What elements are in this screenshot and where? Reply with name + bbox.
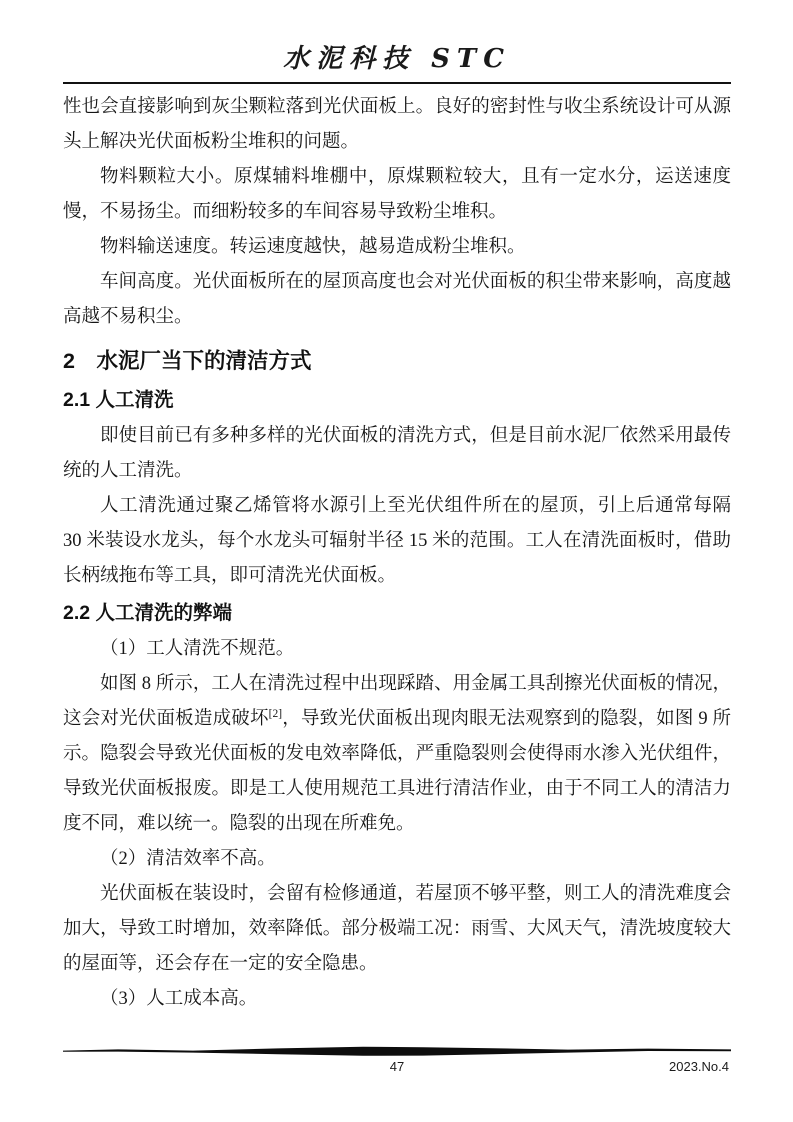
- citation-superscript-2: [2]: [268, 707, 283, 720]
- journal-title: 水泥科技 STC: [283, 44, 511, 74]
- paragraph-drawback1-title: （1）工人清洗不规范。: [100, 639, 295, 659]
- paragraph-drawback2-detail: 光伏面板在装设时，会留有检修通道，若屋顶不够平整，则工人的清洗难度会加大，导致工时增加，效率降低。部分极端工况：雨雪、大风天气，清洗坡度较大的屋面等，还会存在一定的安全隐患。: [63, 884, 731, 974]
- paragraph-particle-size: 物料颗粒大小。原煤辅料堆棚中，原煤颗粒较大，且有一定水分，运送速度慢，不易扬尘。而细粉较多的车间容易导致粉尘堆积。: [63, 167, 731, 222]
- paragraph-continuation: 性也会直接影响到灰尘颗粒落到光伏面板上。良好的密封性与收尘系统设计可从源头上解决光伏面板粉尘堆积的问题。: [63, 97, 731, 152]
- paragraph-workshop-height: 车间高度。光伏面板所在的屋顶高度也会对光伏面板的积尘带来影响，高度越高越不易积尘。: [63, 272, 731, 327]
- footer-brush-rule: [63, 1046, 731, 1057]
- section-heading-cleaning-methods: 2 水泥厂当下的清洁方式: [63, 349, 312, 373]
- subsection-heading-manual-drawbacks: 2.2 人工清洗的弊端: [63, 602, 233, 624]
- paragraph-transport-speed: 物料输送速度。转运速度越快，越易造成粉尘堆积。: [100, 237, 526, 257]
- footer-row: [63, 1057, 731, 1077]
- article-content: [63, 90, 731, 1017]
- paragraph-drawback3-title: （3）人工成本高。: [100, 989, 258, 1009]
- paragraph-drawback2-title: （2）清洁效率不高。: [100, 849, 276, 869]
- paragraph-manual-intro: 即使目前已有多种多样的光伏面板的清洗方式，但是目前水泥厂依然采用最传统的人工清洗。: [63, 426, 731, 481]
- paragraph-drawback1-detail: [63, 667, 731, 842]
- page-number: 47: [389, 1059, 405, 1074]
- paragraph-manual-method: 人工清洗通过聚乙烯管将水源引上至光伏组件所在的屋顶，引上后通常每隔 30 米装设水龙头，每个水龙头可辐射半径 15 米的范围。工人在清洗面板时，借助长柄绒拖布等工具，即可清洗光伏面板。: [63, 496, 731, 586]
- journal-header: [63, 42, 731, 84]
- drawback1-text-after-citation: ，导致光伏面板出现肉眼无法观察到的隐裂，如图 9 所示。隐裂会导致光伏面板的发电效率降低，严重隐裂则会使得雨水渗入光伏组件，导致光伏面板报废。即是工人使用规范工具进行清洁作业，由于不同工人的清洁力度不同，难以统一。隐裂的出现在所难免。: [63, 709, 731, 834]
- page-footer: [63, 1046, 731, 1077]
- issue-number: 2023.No.4: [669, 1059, 729, 1074]
- drawback1-text-before-citation: 如图 8 所示，工人在清洗过程中出现踩踏、用金属工具刮擦光伏面板的情况，这会对光伏面板造成破坏: [63, 674, 731, 729]
- subsection-heading-manual-cleaning: 2.1 人工清洗: [63, 389, 174, 411]
